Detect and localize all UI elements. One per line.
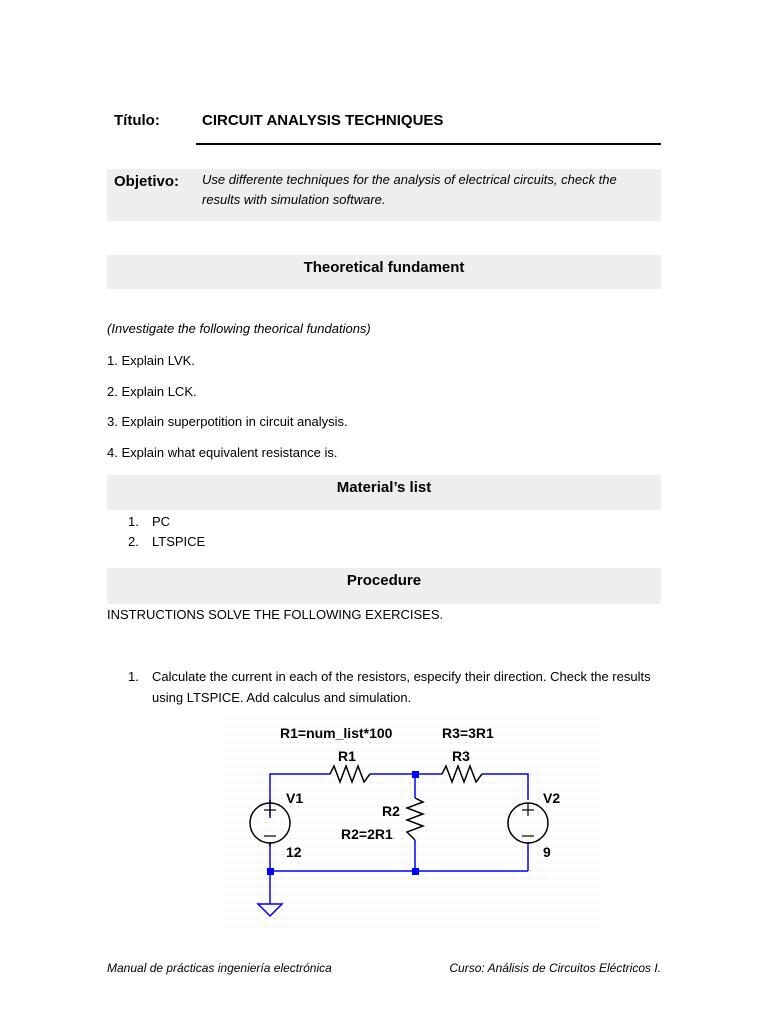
- list-item: [128, 512, 205, 532]
- r3-value-label: R3=3R1: [442, 725, 494, 741]
- title-label: Título:: [114, 112, 160, 129]
- theory-item: 3. Explain superpotition in circuit analysis.: [107, 414, 348, 429]
- list-item: [128, 532, 205, 552]
- list-item-number: 1.: [128, 514, 139, 529]
- footer-right: Curso: Análisis de Circuitos Eléctricos I.: [449, 961, 661, 975]
- theory-heading: Theoretical fundament: [107, 255, 661, 289]
- title-underline: [196, 143, 661, 145]
- objective-label: Objetivo:: [114, 173, 180, 190]
- junction-node: [412, 868, 419, 875]
- list-item-text: PC: [152, 514, 171, 529]
- theory-intro: (Investigate the following theorical fundations): [107, 321, 371, 336]
- v1-name-label: V1: [286, 790, 304, 806]
- schematic-grid: [226, 718, 596, 930]
- page-title: CIRCUIT ANALYSIS TECHNIQUES: [202, 112, 444, 129]
- procedure-heading: Procedure: [107, 568, 661, 604]
- circuit-schematic: [226, 718, 596, 930]
- r1-name-label: R1: [338, 748, 356, 764]
- theory-item: 1. Explain LVK.: [107, 353, 195, 368]
- theory-item: 4. Explain what equivalent resistance is.: [107, 445, 338, 460]
- exercise-text: Calculate the current in each of the resistors, especify their direction. Check the results using LTSPICE. Add calculus and simulation.: [152, 669, 651, 705]
- r2-name-label: R2: [382, 803, 400, 819]
- exercise-number: 1.: [128, 669, 139, 684]
- r1-value-label: R1=num_list*100: [280, 725, 393, 741]
- materials-list: [128, 512, 205, 552]
- junction-node: [412, 771, 419, 778]
- r3-name-label: R3: [452, 748, 470, 764]
- junction-node: [267, 868, 274, 875]
- theory-item: 2. Explain LCK.: [107, 384, 197, 399]
- r2-value-label: R2=2R1: [341, 826, 393, 842]
- footer-left: Manual de prácticas ingeniería electrónica: [107, 961, 332, 975]
- list-item-number: 2.: [128, 534, 139, 549]
- materials-heading: Material’s list: [107, 475, 661, 510]
- procedure-instructions: INSTRUCTIONS SOLVE THE FOLLOWING EXERCISES.: [107, 607, 444, 622]
- list-item-text: LTSPICE: [152, 534, 206, 549]
- v2-name-label: V2: [543, 790, 561, 806]
- v1-value-label: 12: [286, 844, 302, 860]
- v2-value-label: 9: [543, 844, 551, 860]
- objective-text: Use differente techniques for the analysis of electrical circuits, check the results with simulation software.: [202, 172, 617, 207]
